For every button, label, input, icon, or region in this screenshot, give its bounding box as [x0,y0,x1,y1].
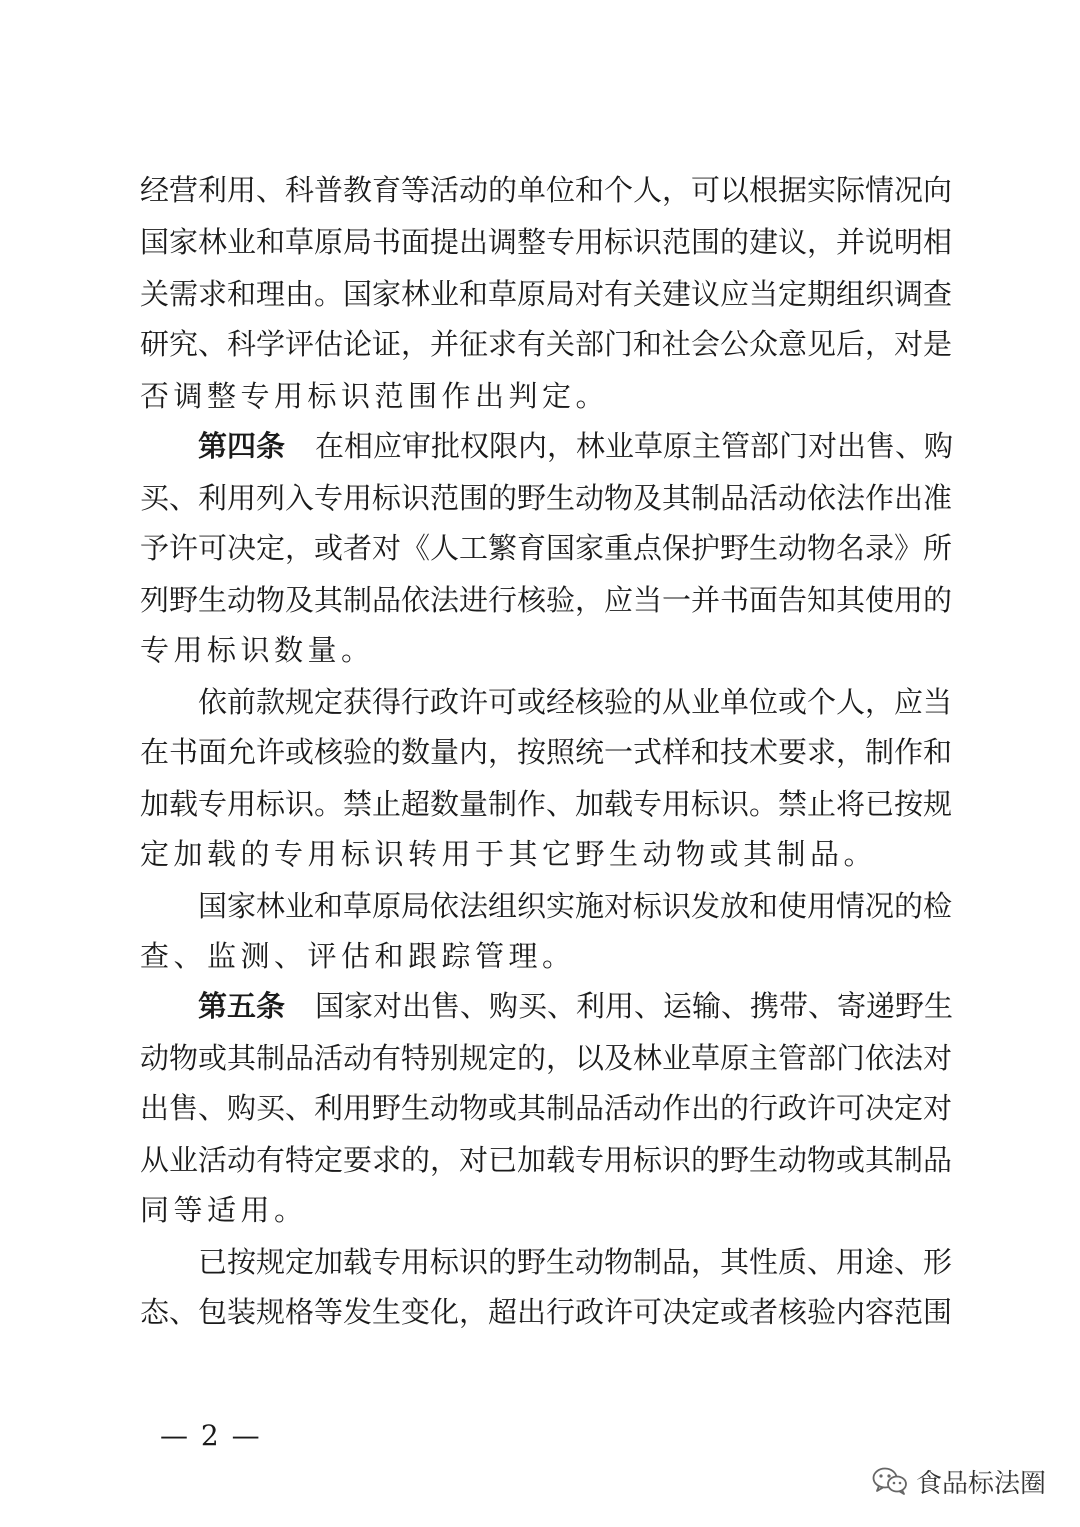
text-line: 国家对出售、购买、利用、运输、携带、寄递野生 [315,989,954,1023]
text-line: 关需求和理由。国家林业和草原局对有关建议应当定期组织调查 [140,277,953,311]
wechat-icon [872,1466,908,1496]
text-line: 在书面允许或核验的数量内，按照统一式样和技术要求，制作和 [140,735,953,769]
text-line: 予许可决定，或者对《人工繁育国家重点保护野生动物名录》所 [140,531,953,565]
text-line: 查、监测、评估和跟踪管理。 [140,939,576,973]
text-line: 列野生动物及其制品依法进行核验，应当一并书面告知其使用的 [140,583,953,617]
article-5-heading: 第五条 [198,989,286,1023]
text-line: 动物或其制品活动有特别规定的，以及林业草原主管部门依法对 [140,1041,953,1075]
text-line: 专用标识数量。 [140,633,375,667]
text-line: 出售、购买、利用野生动物或其制品活动作出的行政许可决定对 [140,1091,953,1125]
watermark-text: 食品标法圈 [916,1468,1047,1499]
text-line: 已按规定加载专用标识的野生动物制品，其性质、用途、形 [198,1245,953,1279]
article-4-heading: 第四条 [198,429,286,463]
text-line: 国家林业和草原局书面提出调整专用标识范围的建议，并说明相 [140,225,953,259]
text-line: 国家林业和草原局依法组织实施对标识发放和使用情况的检 [198,889,953,923]
text-line: 同等适用。 [140,1193,308,1227]
article-4-first-line [198,428,954,464]
page-number: — 2 — [160,1419,262,1452]
text-line: 依前款规定获得行政许可或经核验的从业单位或个人，应当 [198,685,953,719]
text-line: 研究、科学评估论证，并征求有关部门和社会公众意见后，对是 [140,327,953,361]
text-line: 经营利用、科普教育等活动的单位和个人，可以根据实际情况向 [140,173,953,207]
text-line: 否调整专用标识范围作出判定。 [140,379,610,413]
text-line: 定加载的专用标识转用于其它野生动物或其制品。 [140,837,878,871]
article-5-first-line [198,988,954,1024]
text-line: 在相应审批权限内，林业草原主管部门对出售、购 [315,429,954,463]
text-line: 买、利用列入专用标识范围的野生动物及其制品活动依法作出准 [140,481,953,515]
text-line: 态、包装规格等发生变化，超出行政许可决定或者核验内容范围 [140,1295,953,1329]
text-line: 加载专用标识。禁止超数量制作、加载专用标识。禁止将已按规 [140,787,953,821]
text-line: 从业活动有特定要求的，对已加载专用标识的野生动物或其制品 [140,1143,953,1177]
watermark [872,1463,1046,1499]
